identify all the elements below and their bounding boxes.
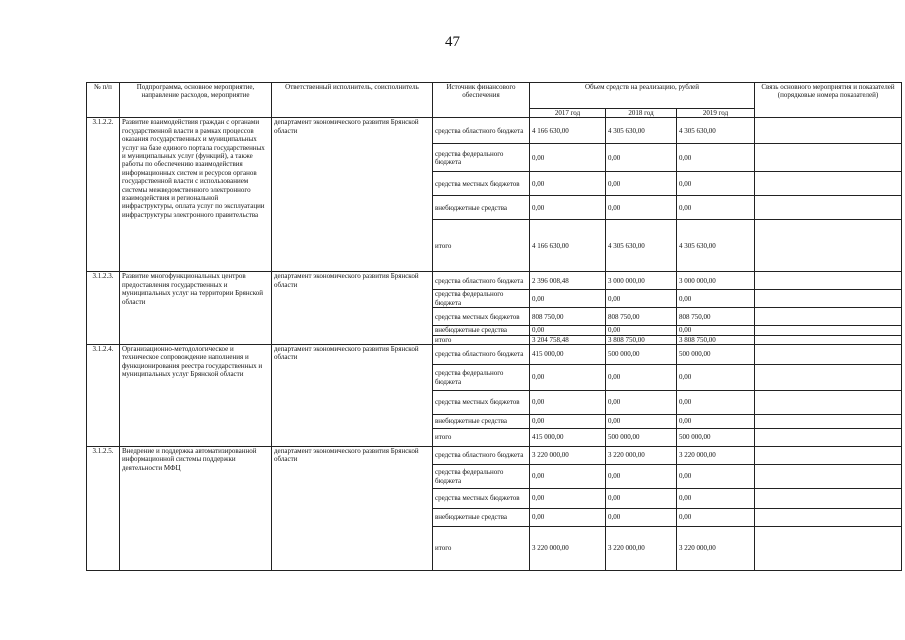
amount-y2017: 415 000,00 xyxy=(530,429,606,447)
amount-y2019: 3 220 000,00 xyxy=(677,447,755,465)
source-name: средства федерального бюджета xyxy=(433,290,530,308)
link-cell xyxy=(755,415,902,429)
amount-y2017: 0,00 xyxy=(530,391,606,415)
table-row xyxy=(87,272,902,290)
source-name: средства областного бюджета xyxy=(433,447,530,465)
amount-y2017: 0,00 xyxy=(530,489,606,509)
source-name: средства местных бюджетов xyxy=(433,489,530,509)
table-row xyxy=(87,345,902,365)
link-cell xyxy=(755,335,902,344)
amount-y2019: 0,00 xyxy=(677,290,755,308)
amount-y2019: 500 000,00 xyxy=(677,429,755,447)
header-source: Источник финансового обеспечения xyxy=(433,83,530,118)
amount-y2018: 0,00 xyxy=(606,326,677,335)
source-name: средства местных бюджетов xyxy=(433,308,530,326)
amount-y2019: 0,00 xyxy=(677,415,755,429)
source-name: итого xyxy=(433,429,530,447)
amount-y2019: 0,00 xyxy=(677,196,755,220)
row-program: Внедрение и поддержка автоматизированной информационной системы поддержки деятельности МФЦ xyxy=(120,447,272,571)
amount-y2018: 0,00 xyxy=(606,391,677,415)
amount-y2017: 808 750,00 xyxy=(530,308,606,326)
amount-y2018: 0,00 xyxy=(606,365,677,391)
amount-y2019: 0,00 xyxy=(677,326,755,335)
amount-y2019: 0,00 xyxy=(677,391,755,415)
source-name: итого xyxy=(433,220,530,272)
table-row xyxy=(87,447,902,465)
header-year-2017: 2017 год xyxy=(530,109,606,118)
source-name: внебюджетные средства xyxy=(433,326,530,335)
source-name: внебюджетные средства xyxy=(433,509,530,527)
amount-y2017: 0,00 xyxy=(530,326,606,335)
row-program: Развитие взаимодействия граждан с органами государственной власти в рамках процессов оказания государственных и муниципальных услуг на базе единого портала государственных и муниципальных услуг (функций), а также работы по обеспечению взаимодействия информационных систем и ресурсов органов государственной власти с использованием системы межведомственного электронного взаимодействия и региональной инфраструктуры, оплата услуг по эксплуатации инфраструктуры электронного правительства xyxy=(120,118,272,272)
link-cell xyxy=(755,144,902,172)
amount-y2018: 0,00 xyxy=(606,509,677,527)
header-program: Подпрограмма, основное мероприятие, направление расходов, мероприятие xyxy=(120,83,272,118)
source-name: средства местных бюджетов xyxy=(433,172,530,196)
amount-y2017: 415 000,00 xyxy=(530,345,606,365)
link-cell xyxy=(755,447,902,465)
row-program: Организационно-методологическое и техническое сопровождение наполнения и функционирования реестра государственных и муниципальных услуг Брянской области xyxy=(120,345,272,447)
link-cell xyxy=(755,118,902,144)
source-name: средства федерального бюджета xyxy=(433,365,530,391)
amount-y2019: 0,00 xyxy=(677,144,755,172)
link-cell xyxy=(755,365,902,391)
link-cell xyxy=(755,326,902,335)
amount-y2017: 2 396 008,48 xyxy=(530,272,606,290)
source-name: средства областного бюджета xyxy=(433,118,530,144)
header-executor: Ответственный исполнитель, соисполнитель xyxy=(272,83,433,118)
amount-y2019: 0,00 xyxy=(677,465,755,489)
amount-y2019: 3 808 750,00 xyxy=(677,335,755,344)
amount-y2019: 0,00 xyxy=(677,365,755,391)
table-row xyxy=(87,118,902,144)
amount-y2018: 0,00 xyxy=(606,465,677,489)
header-link: Связь основного мероприятия и показателей (порядковые номера показателей) xyxy=(755,83,902,118)
amount-y2017: 3 204 758,48 xyxy=(530,335,606,344)
amount-y2018: 0,00 xyxy=(606,172,677,196)
amount-y2018: 0,00 xyxy=(606,489,677,509)
row-number: 3.1.2.3. xyxy=(87,272,120,345)
row-executor: департамент экономического развития Брянской области xyxy=(272,118,433,272)
link-cell xyxy=(755,391,902,415)
amount-y2018: 808 750,00 xyxy=(606,308,677,326)
source-name: средства федерального бюджета xyxy=(433,144,530,172)
source-name: средства местных бюджетов xyxy=(433,391,530,415)
amount-y2018: 4 305 630,00 xyxy=(606,118,677,144)
amount-y2017: 0,00 xyxy=(530,144,606,172)
amount-y2017: 0,00 xyxy=(530,415,606,429)
link-cell xyxy=(755,196,902,220)
amount-y2019: 0,00 xyxy=(677,489,755,509)
source-name: итого xyxy=(433,527,530,571)
amount-y2017: 4 166 630,00 xyxy=(530,220,606,272)
amount-y2019: 4 305 630,00 xyxy=(677,220,755,272)
row-executor: департамент экономического развития Брянской области xyxy=(272,272,433,345)
row-number: 3.1.2.4. xyxy=(87,345,120,447)
amount-y2019: 500 000,00 xyxy=(677,345,755,365)
source-name: внебюджетные средства xyxy=(433,196,530,220)
link-cell xyxy=(755,429,902,447)
source-name: средства федерального бюджета xyxy=(433,465,530,489)
link-cell xyxy=(755,465,902,489)
row-number: 3.1.2.5. xyxy=(87,447,120,571)
amount-y2017: 4 166 630,00 xyxy=(530,118,606,144)
link-cell xyxy=(755,272,902,290)
link-cell xyxy=(755,509,902,527)
row-executor: департамент экономического развития Брянской области xyxy=(272,447,433,571)
amount-y2018: 0,00 xyxy=(606,144,677,172)
header-volume: Объем средств на реализацию, рублей xyxy=(530,83,755,109)
header-year-2018: 2018 год xyxy=(606,109,677,118)
header-year-2019: 2019 год xyxy=(677,109,755,118)
amount-y2018: 3 000 000,00 xyxy=(606,272,677,290)
amount-y2018: 3 220 000,00 xyxy=(606,527,677,571)
source-name: итого xyxy=(433,335,530,344)
funding-table xyxy=(86,82,902,571)
link-cell xyxy=(755,290,902,308)
row-program: Развитие многофункциональных центров предоставления государственных и муниципальных услуг на территории Брянской области xyxy=(120,272,272,345)
amount-y2017: 3 220 000,00 xyxy=(530,447,606,465)
link-cell xyxy=(755,220,902,272)
page-number: 47 xyxy=(445,34,460,50)
amount-y2019: 808 750,00 xyxy=(677,308,755,326)
header-num: № п/п xyxy=(87,83,120,118)
amount-y2017: 0,00 xyxy=(530,172,606,196)
table-body xyxy=(87,118,902,571)
amount-y2018: 0,00 xyxy=(606,415,677,429)
source-name: внебюджетные средства xyxy=(433,415,530,429)
amount-y2018: 4 305 630,00 xyxy=(606,220,677,272)
link-cell xyxy=(755,489,902,509)
amount-y2019: 0,00 xyxy=(677,509,755,527)
amount-y2018: 0,00 xyxy=(606,196,677,220)
row-number: 3.1.2.2. xyxy=(87,118,120,272)
amount-y2017: 0,00 xyxy=(530,365,606,391)
amount-y2018: 500 000,00 xyxy=(606,429,677,447)
source-name: средства областного бюджета xyxy=(433,345,530,365)
link-cell xyxy=(755,527,902,571)
amount-y2019: 3 000 000,00 xyxy=(677,272,755,290)
link-cell xyxy=(755,345,902,365)
amount-y2019: 0,00 xyxy=(677,172,755,196)
link-cell xyxy=(755,172,902,196)
amount-y2017: 3 220 000,00 xyxy=(530,527,606,571)
amount-y2019: 3 220 000,00 xyxy=(677,527,755,571)
amount-y2018: 500 000,00 xyxy=(606,345,677,365)
amount-y2018: 3 220 000,00 xyxy=(606,447,677,465)
amount-y2017: 0,00 xyxy=(530,509,606,527)
link-cell xyxy=(755,308,902,326)
source-name: средства областного бюджета xyxy=(433,272,530,290)
row-executor: департамент экономического развития Брянской области xyxy=(272,345,433,447)
amount-y2019: 4 305 630,00 xyxy=(677,118,755,144)
amount-y2017: 0,00 xyxy=(530,465,606,489)
amount-y2018: 3 808 750,00 xyxy=(606,335,677,344)
amount-y2017: 0,00 xyxy=(530,290,606,308)
amount-y2018: 0,00 xyxy=(606,290,677,308)
amount-y2017: 0,00 xyxy=(530,196,606,220)
